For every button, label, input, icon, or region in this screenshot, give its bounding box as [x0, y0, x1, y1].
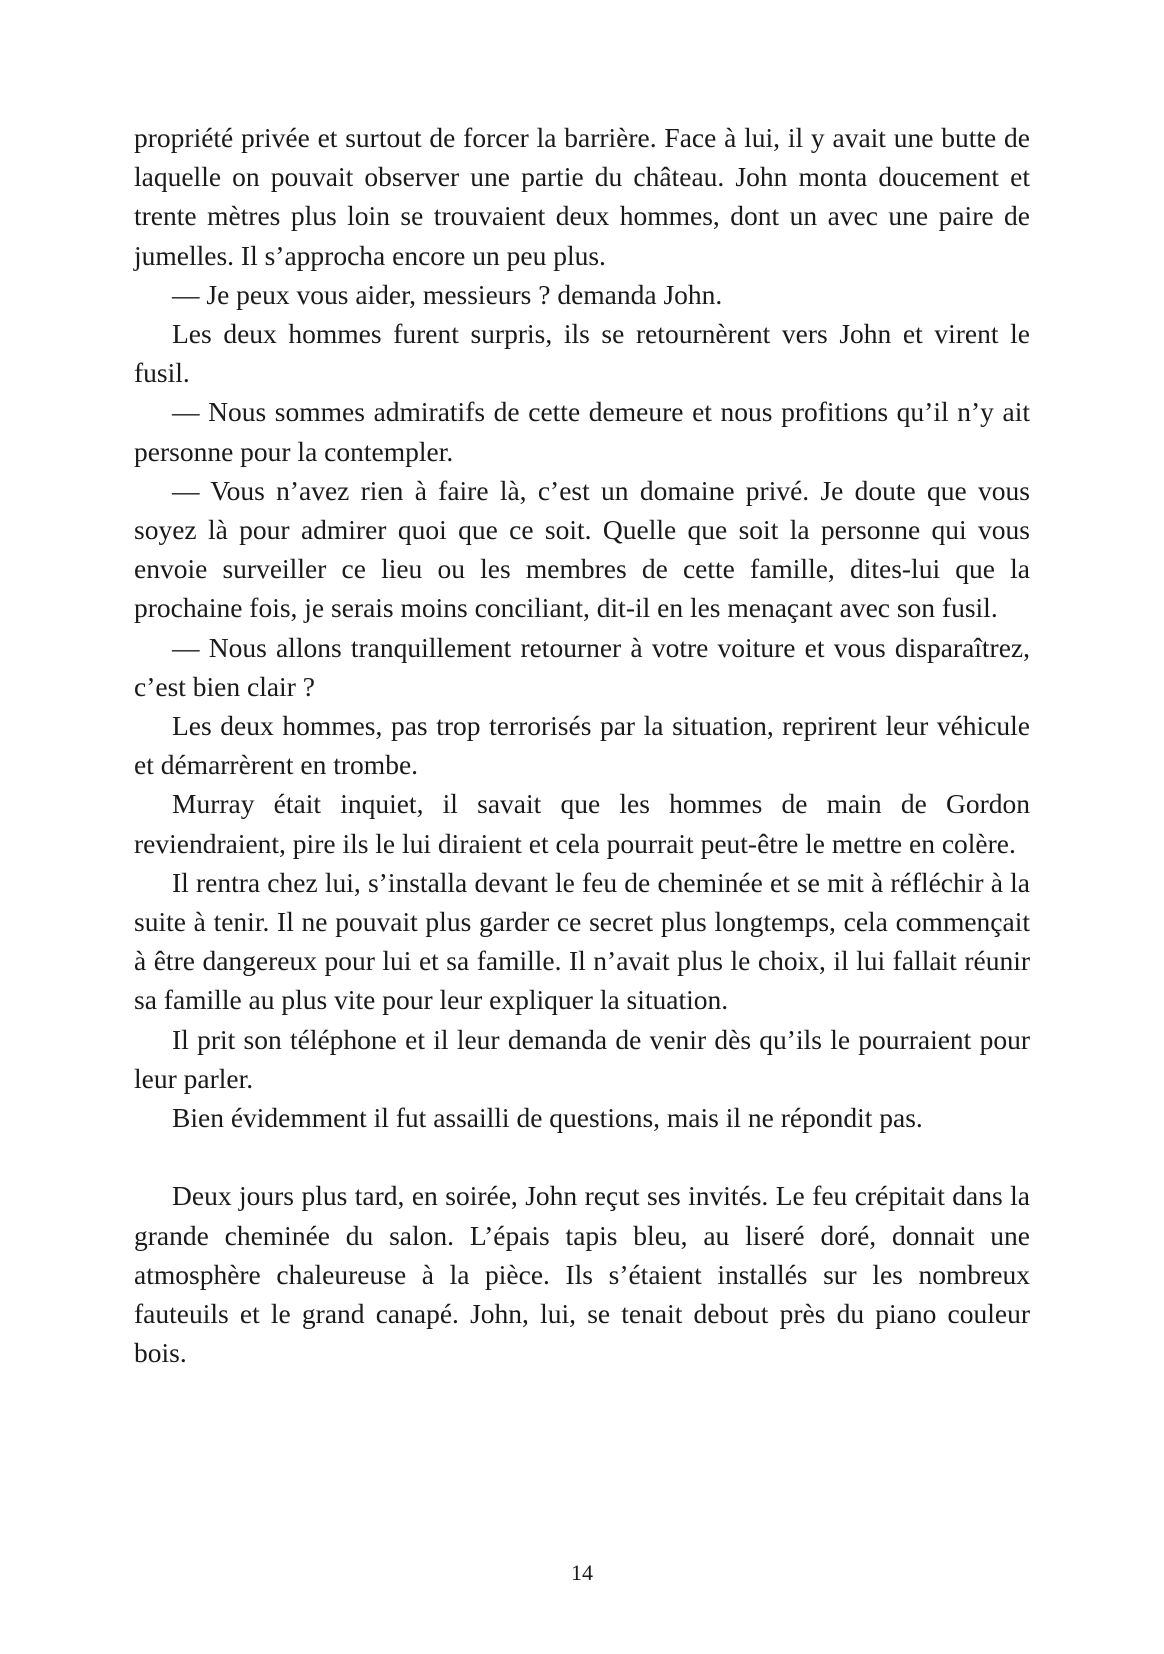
paragraph-12: Deux jours plus tard, en soirée, John reçut ses invités. Le feu crépitait dans la grande cheminée du salon. L’épais tapis bleu, au liseré doré, donnait une atmosphère chaleureuse à la pièce. Ils s’étaient installés sur les nombreux fauteuils et le grand canapé. John, lui, se tenait debout près du piano couleur bois. [134, 1180, 1030, 1369]
paragraph-6: — Nous allons tranquillement retourner à votre voiture et vous disparaîtrez, c’est bien clair ? [134, 631, 1030, 702]
paragraph-1: propriété privée et surtout de forcer la barrière. Face à lui, il y avait une butte de laquelle on pouvait observer une partie du château. John monta doucement et trente mètres plus loin se trouvaient deux hommes, dont un avec une paire de jumelles. Il s’approcha encore un peu plus. [134, 122, 1030, 271]
paragraph-3: Les deux hommes furent surpris, ils se retournèrent vers John et virent le fusil. [134, 318, 1030, 389]
body-text [134, 118, 1030, 1372]
section-break [134, 1137, 1030, 1176]
paragraph-10: Il prit son téléphone et il leur demanda de venir dès qu’ils le pourraient pour leur parler. [134, 1023, 1030, 1094]
page-number: 14 [571, 1560, 593, 1585]
paragraph-5: — Vous n’avez rien à faire là, c’est un domaine privé. Je doute que vous soyez là pour admirer quoi que ce soit. Quelle que soit la personne qui vous envoie surveiller ce lieu ou les membres de cette famille, dites-lui que la prochaine fois, je serais moins conciliant, dit-il en les menaçant avec son fusil. [134, 474, 1030, 624]
page-content [134, 118, 1030, 1498]
paragraph-11: Bien évidemment il fut assailli de questions, mais il ne répondit pas. [172, 1102, 923, 1134]
paragraph-9: Il rentra chez lui, s’installa devant le feu de cheminée et se mit à réfléchir à la suite à tenir. Il ne pouvait plus garder ce secret plus longtemps, cela commençait à être dangereux pour lui et sa famille. Il n’avait plus le choix, il lui fallait réunir sa famille au plus vite pour leur expliquer la situation. [134, 866, 1030, 1016]
paragraph-8: Murray était inquiet, il savait que les hommes de main de Gordon reviendraient, pire ils le lui diraient et cela pourrait peut-être le mettre en colère. [134, 788, 1030, 859]
paragraph-4: — Nous sommes admiratifs de cette demeure et nous profitions qu’il n’y ait personne pour la contempler. [134, 396, 1030, 467]
paragraph-7: Les deux hommes, pas trop terrorisés par la situation, reprirent leur véhicule et démarrèrent en trombe. [134, 710, 1030, 781]
paragraph-2: — Je peux vous aider, messieurs ? demanda John. [172, 278, 723, 310]
